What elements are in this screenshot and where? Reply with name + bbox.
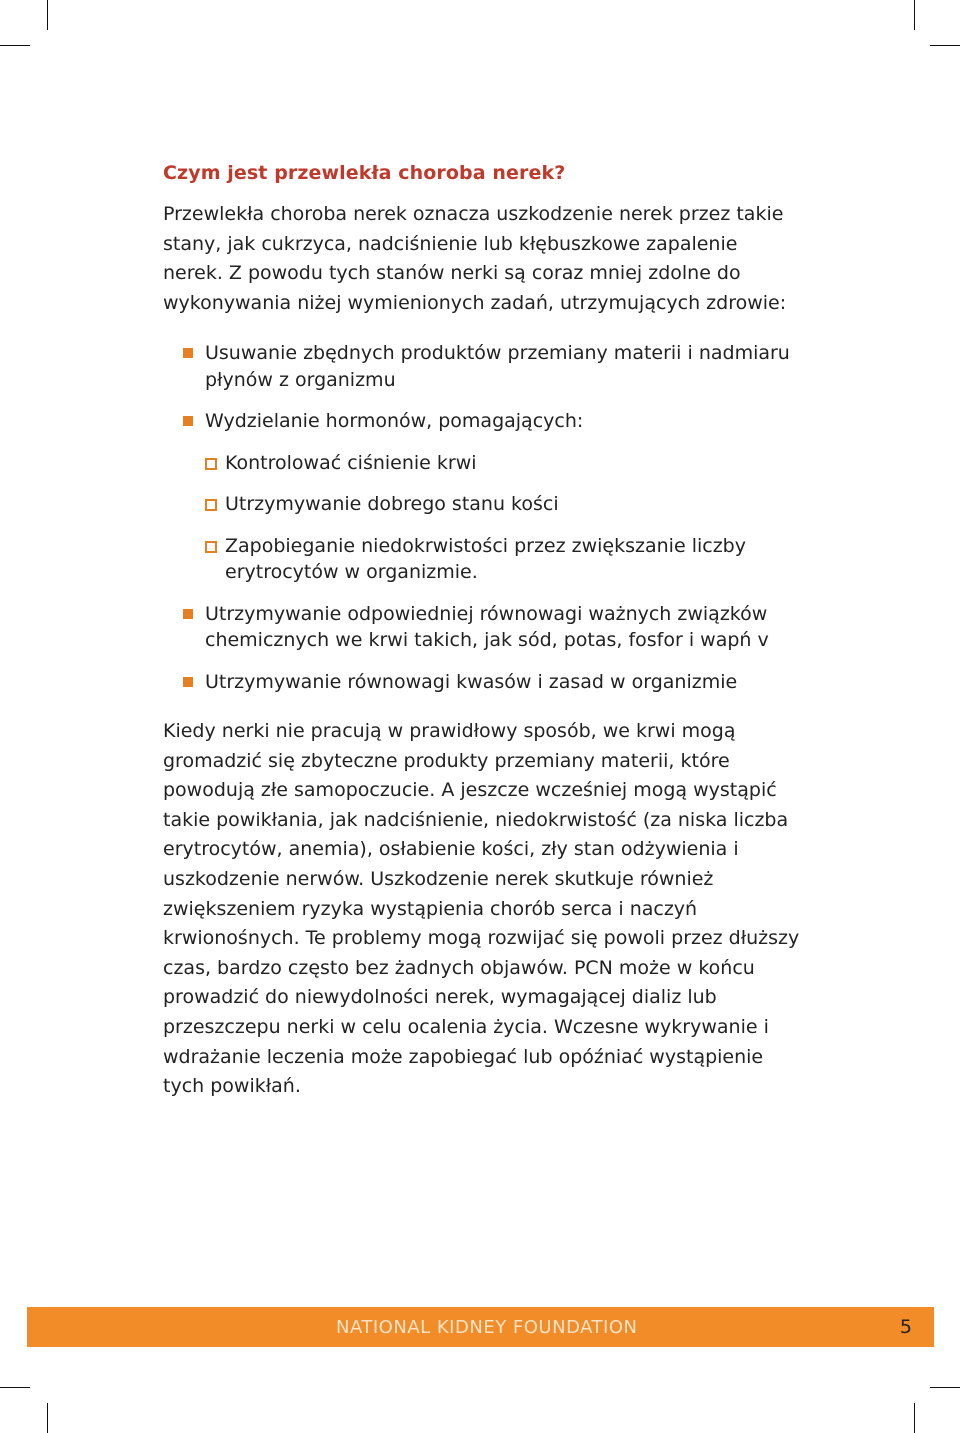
crop-mark — [930, 45, 960, 46]
hollow-square-bullet-icon — [205, 458, 217, 470]
sub-list-item: Utrzymywanie dobrego stanu kości — [205, 491, 803, 518]
function-list — [163, 340, 803, 695]
crop-mark — [914, 1403, 915, 1433]
sub-list-item: Kontrolować ciśnienie krwi — [205, 450, 803, 477]
closing-paragraph: Kiedy nerki nie pracują w prawidłowy sposób, we krwi mogą gromadzić się zbyteczne produkty przemiany materii, które powodują złe samopoczucie. A jeszcze wcześniej mogą wystąpić takie powikłania, jak nadciśnienie, niedokrwistość (za niska liczba erytrocytów, anemia), osłabienie kości, zły stan odżywienia i uszkodzenie nerwów. Uszkodzenie nerek skutkuje również zwiększeniem ryzyka wystąpienia chorób serca i naczyń krwionośnych. Te problemy mogą rozwijać się powoli przez dłuższy czas, bardzo często bez żadnych objawów. PCN może w końcu prowadzić do niewydolności nerek, wymagającej dializ lub przeszczepu nerki w celu ocalenia życia. Wczesne wykrywanie i wdrażanie leczenia może zapobiegać lub opóźniać wystąpienie tych powikłań. — [163, 720, 800, 1098]
list-item: Wydzielanie hormonów, pomagających: Kontrolować ciśnienie krwi Utrzymywanie dobrego stanu kości Zapobieganie niedokrwistości przez zwiększanie liczby erytrocytów w organizmie. — [163, 408, 803, 586]
crop-mark — [47, 1403, 48, 1433]
crop-mark — [0, 45, 30, 46]
crop-mark — [914, 0, 915, 30]
hollow-square-bullet-icon — [205, 541, 217, 553]
square-bullet-icon — [183, 677, 193, 687]
square-bullet-icon — [183, 609, 193, 619]
square-bullet-icon — [183, 348, 193, 358]
page-number: 5 — [899, 1316, 912, 1338]
crop-mark — [0, 1387, 30, 1388]
list-item: Usuwanie zbędnych produktów przemiany materii i nadmiaru płynów z organizmu — [163, 340, 803, 393]
hollow-square-bullet-icon — [205, 499, 217, 511]
footer-bar — [27, 1307, 934, 1347]
list-item: Utrzymywanie równowagi kwasów i zasad w organizmie — [163, 669, 803, 696]
intro-paragraph: Przewlekła choroba nerek oznacza uszkodzenie nerek przez takie stany, jak cukrzyca, nadciśnienie lub kłębuszkowe zapalenie nerek. Z powodu tych stanów nerki są coraz mniej zdolne do wykonywania niżej wymienionych zadań, utrzymujących zdrowie: — [163, 203, 787, 314]
organization-name: NATIONAL KIDNEY FOUNDATION — [336, 1317, 638, 1338]
list-item: Utrzymywanie odpowiedniej równowagi ważnych związków chemicznych we krwi takich, jak sód, potas, fosfor i wapń v — [163, 601, 803, 654]
page-content — [163, 158, 803, 1102]
section-heading: Czym jest przewlekła choroba nerek? — [163, 162, 566, 184]
hormone-sublist — [205, 450, 803, 586]
square-bullet-icon — [183, 416, 193, 426]
sub-list-item: Zapobieganie niedokrwistości przez zwiększanie liczby erytrocytów w organizmie. — [205, 533, 803, 586]
crop-mark — [930, 1387, 960, 1388]
crop-mark — [47, 0, 48, 30]
